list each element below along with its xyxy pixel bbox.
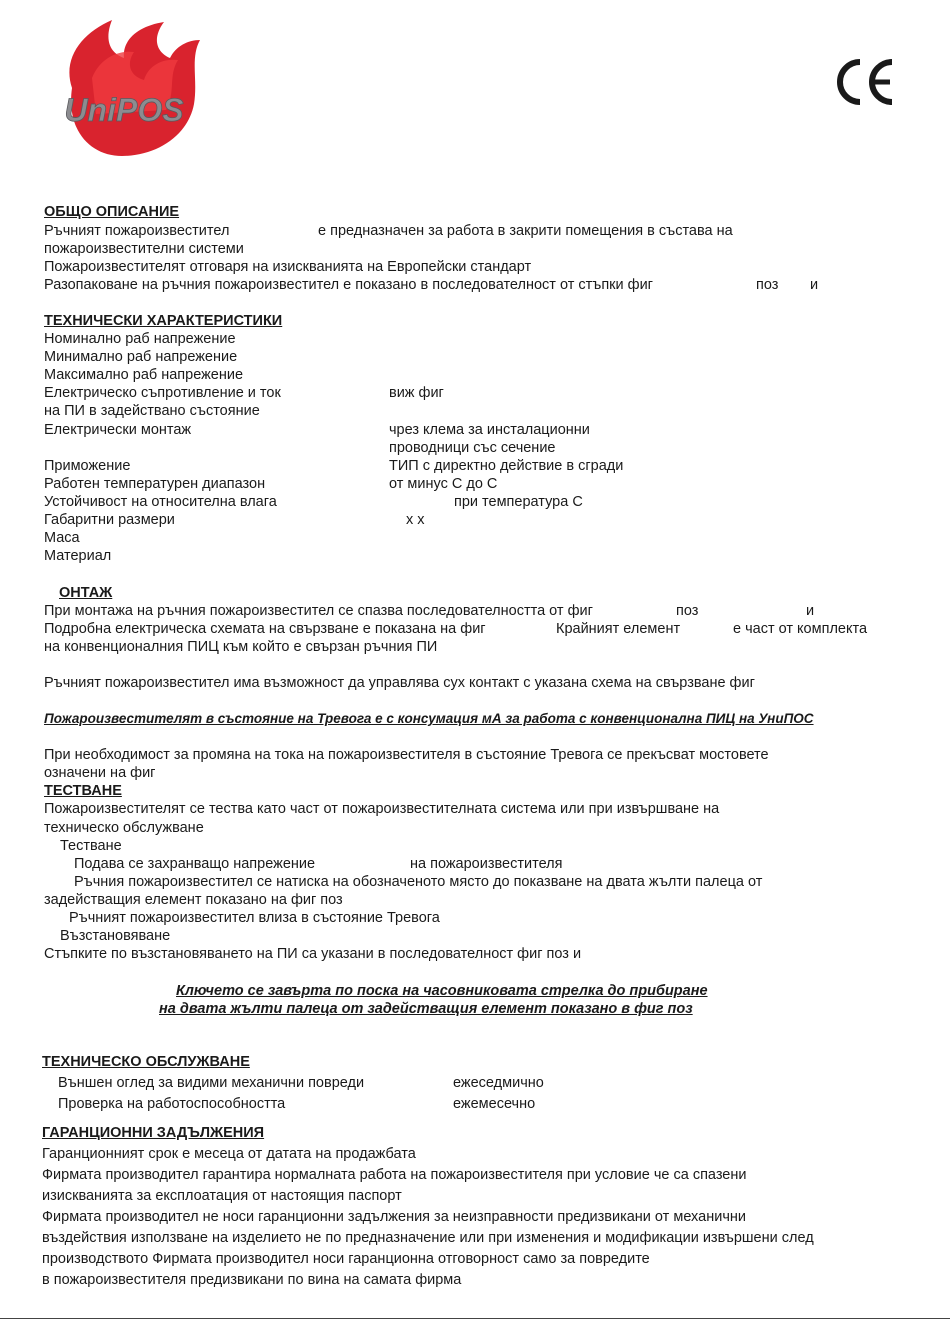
warranty-line: Фирмата производител не носи гаранционни задължения за неизправности предизвикани от механични: [42, 1209, 746, 1225]
warranty-line: в пожароизвестителя предизвикани по вина на самата фирма: [42, 1272, 462, 1288]
general-line: е предназначен за работа в закрити помещения в състава на: [318, 223, 733, 239]
testing-line: техническо обслужване: [44, 820, 204, 836]
logo-text: UniPOS: [64, 92, 184, 128]
mounting-line: При монтажа на ръчния пожароизвестител се спазва последователността от фиг: [44, 603, 593, 619]
spec-label: Материал: [44, 548, 112, 564]
mounting-line: поз: [676, 603, 699, 619]
spec-label: Габаритни размери: [44, 512, 175, 528]
spec-value: х х: [406, 512, 425, 528]
spec-label: Приможение: [44, 458, 131, 474]
spec-label: Електрически монтаж: [44, 422, 192, 438]
ce-mark-icon: [834, 58, 896, 106]
section-heading-testing: ТЕСТВАНЕ: [44, 783, 122, 799]
section-heading-maintenance: ТЕХНИЧЕСКО ОБСЛУЖВАНЕ: [42, 1054, 250, 1070]
bottom-divider: [0, 1318, 950, 1319]
testing-line: задействащия елемент показано на фиг поз: [44, 892, 343, 908]
general-line: Ръчният пожароизвестител: [44, 223, 230, 239]
testing-line: Ръчният пожароизвестител влиза в състояние Тревога: [69, 910, 440, 926]
testing-line: Стъпките по възстановяването на ПИ са указани в последователност фиг поз и: [44, 946, 582, 962]
mounting-line: Подробна електрическа схемата на свързване е показана на фиг: [44, 621, 486, 637]
section-heading-specs: ТЕХНИЧЕСКИ ХАРАКТЕРИСТИКИ: [44, 313, 283, 329]
mounting-line: на конвенционалния ПИЦ към който е свързан ръчния ПИ: [44, 639, 438, 655]
general-line: Пожароизвестителят отговаря на изискванията на Европейски стандарт: [44, 259, 532, 275]
testing-line: на пожароизвестителя: [410, 856, 563, 872]
spec-label: Минимално раб напрежение: [44, 349, 238, 365]
restore-note: Ключето се завърта по поска на часовниковата стрелка до прибиране: [176, 983, 708, 999]
testing-line: Тестване: [60, 838, 122, 854]
mounting-line: При необходимост за промяна на тока на пожароизвестителя в състояние Тревога се прекъсват мостовете: [44, 747, 769, 763]
unipos-logo: [52, 18, 202, 160]
mounting-line: означени на фиг: [44, 765, 156, 781]
warranty-line: изискванията за експлоатация от настоящия паспорт: [42, 1188, 402, 1204]
section-heading-mounting: ОНТАЖ: [59, 585, 113, 601]
general-line: Разопаковане на ръчния пожароизвестител е показано в последователност от стъпки фиг: [44, 277, 653, 293]
spec-label: на ПИ в задействано състояние: [44, 403, 260, 419]
maintenance-frequency: ежемесечно: [453, 1096, 536, 1112]
spec-label: Номинално раб напрежение: [44, 331, 236, 347]
maintenance-task: Проверка на работоспособността: [58, 1096, 286, 1112]
testing-line: Пожароизвестителят се тества като част от пожароизвестителната система или при извършване на: [44, 801, 720, 817]
section-heading-warranty: ГАРАНЦИОННИ ЗАДЪЛЖЕНИЯ: [42, 1125, 265, 1141]
spec-value: при температура С: [454, 494, 583, 510]
warranty-line: Фирмата производител гарантира нормалната работа на пожароизвестителя при условие че са спазени: [42, 1167, 747, 1183]
testing-line: Подава се захранващо напрежение: [74, 856, 316, 872]
mounting-line: е част от комплекта: [733, 621, 868, 637]
spec-value: от минус С до С: [389, 476, 498, 492]
maintenance-task: Външен оглед за видими механични повреди: [58, 1075, 365, 1091]
warranty-line: Гаранционният срок е месеца от датата на продажбата: [42, 1146, 416, 1162]
warranty-line: въздействия използване на изделието не по предназначение или при изменения и модификации извършени след: [42, 1230, 814, 1246]
spec-label: Максимално раб напрежение: [44, 367, 244, 383]
testing-line: Ръчния пожароизвестител се натиска на обозначеното място до показване на двата жълти палеца от: [74, 874, 763, 890]
maintenance-frequency: ежеседмично: [453, 1075, 544, 1091]
spec-value: проводници със сечение: [389, 440, 556, 456]
spec-value: ТИП с директно действие в сгради: [389, 458, 624, 474]
restore-note: на двата жълти палеца от задействащия елемент показано в фиг поз: [159, 1001, 693, 1017]
mounting-line: и: [806, 603, 815, 619]
warranty-line: производството Фирмата производител носи гаранционна отговорност само за повредите: [42, 1251, 650, 1267]
alarm-consumption-note: Пожароизвестителят в състояние на Тревога е с консумация мА за работа с конвенционална ПИЦ на УниПОС: [44, 711, 814, 726]
general-line: поз: [756, 277, 779, 293]
spec-label: Устойчивост на относителна влага: [44, 494, 277, 510]
spec-label: Електрическо съпротивление и ток: [44, 385, 281, 401]
mounting-line: Крайният елемент: [556, 621, 681, 637]
section-heading-general: ОБЩО ОПИСАНИЕ: [44, 204, 180, 220]
spec-label: Работен температурен диапазон: [44, 476, 266, 492]
testing-line: Възстановяване: [60, 928, 171, 944]
general-line: и: [810, 277, 819, 293]
spec-value: виж фиг: [389, 385, 444, 401]
spec-label: Маса: [44, 530, 80, 546]
mounting-line: Ръчният пожароизвестител има възможност да управлява сух контакт с указана схема на свързване фиг: [44, 675, 755, 691]
general-line: пожароизвестителни системи: [44, 241, 244, 257]
spec-value: чрез клема за инсталационни: [389, 422, 590, 438]
